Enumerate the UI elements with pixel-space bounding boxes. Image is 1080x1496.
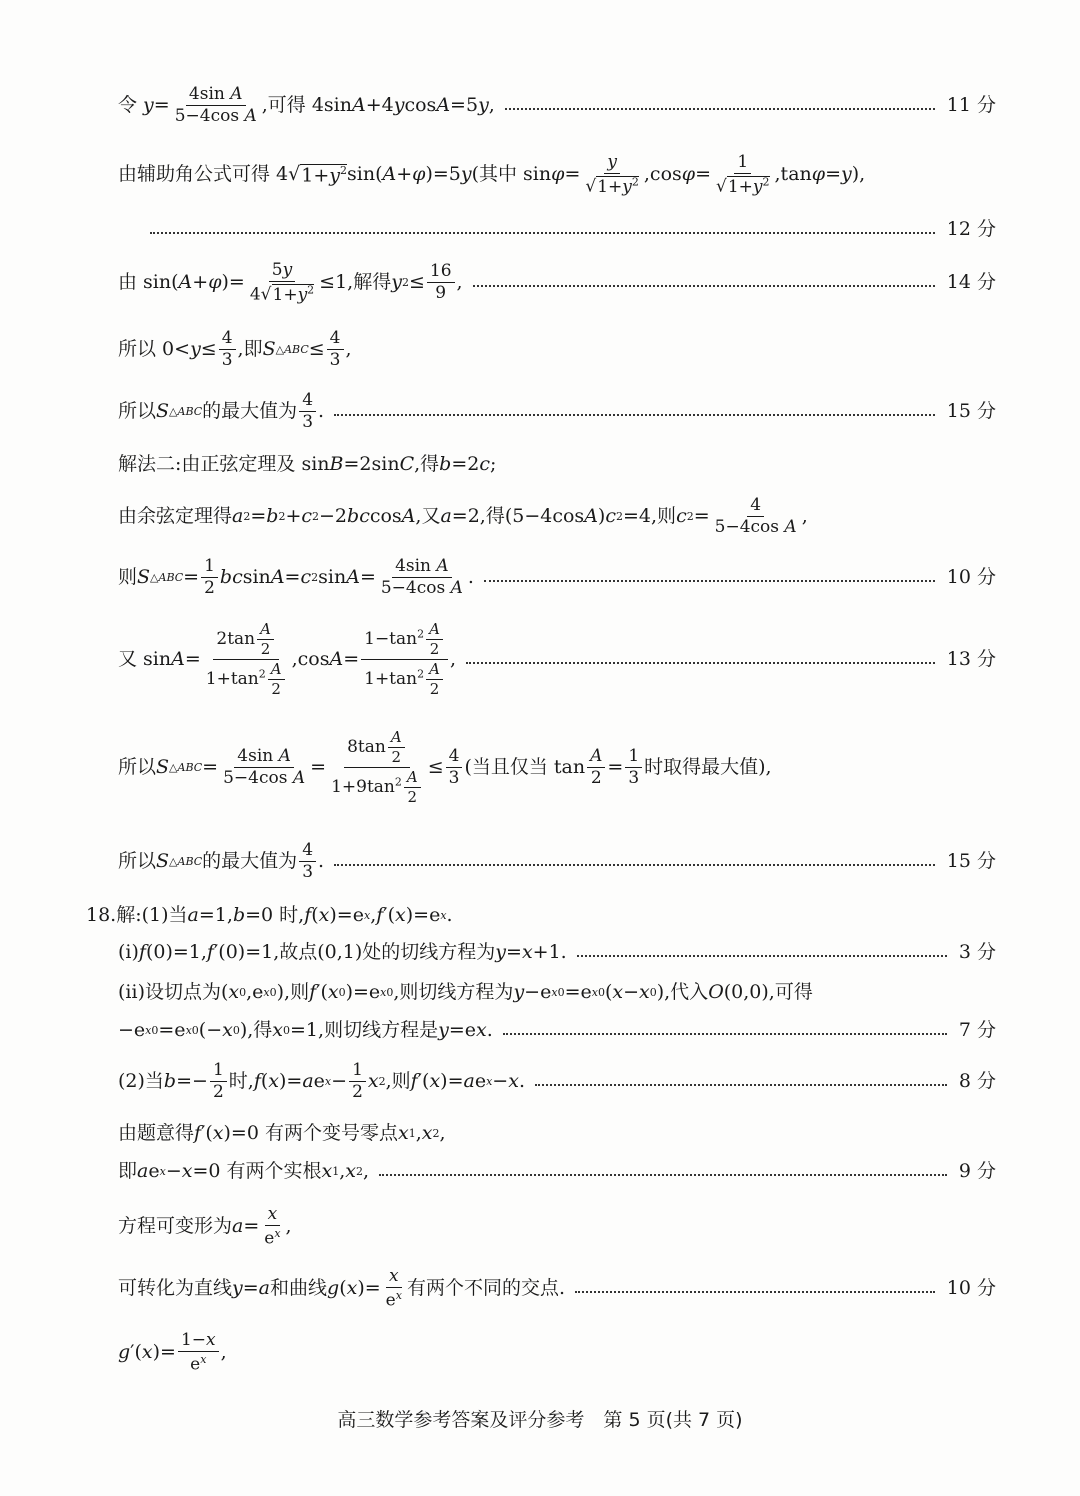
dot-leader: [334, 414, 935, 416]
solution-line: [118, 1268, 996, 1310]
solution-line: [118, 1162, 996, 1181]
solution-line: [118, 86, 996, 125]
score-label: 3 分: [958, 941, 996, 963]
formula-text: 所以 S △ABC 的最大值为 4 3 .: [118, 390, 325, 432]
formula-text: g ′( x )= 1−x $e^x$ ,: [118, 1330, 227, 1375]
solution-line: [118, 842, 996, 881]
solution-line: [150, 220, 996, 239]
formula-text: 方程可变形为 a = x $e^x$ ,: [118, 1204, 292, 1249]
solution-line: [118, 392, 996, 431]
solution-line: [118, 330, 996, 369]
solution-line: [118, 1124, 996, 1143]
dot-leader: [505, 108, 935, 110]
score-label: 12 分: [946, 218, 996, 240]
formula-text: 又 sin A = 2tan $\frac{A}{2}$ $1+\tan^2$ $\frac{A}{2}$ ,cos A = $1-\tan^2$ $\frac{A}{2}$ $1+\tan^2$ $\frac{A}{2}$ ,: [118, 620, 456, 698]
dot-leader: [379, 1174, 947, 1176]
solution-line: [118, 455, 996, 474]
solution-line: [118, 1332, 996, 1374]
formula-text: 即 a e x − x =0 有两个实根 x 1 , x 2 ,: [118, 1160, 370, 1182]
formula-text: 由余弦定理得 a 2 = b 2 + c 2 −2 bc cos A ,又 a =2,得(5−4cos A ) c 2 =4,则 c 2 = 4 5−4cos A ,: [118, 495, 808, 537]
solution-line: [118, 558, 996, 597]
dot-leader: [577, 955, 947, 957]
solution-line: [118, 983, 996, 1002]
solution-line: [118, 730, 996, 805]
formula-text: 令 y = 4sin A 5−4cos A ,可得 4sin A +4 y cos A =5 y ,: [118, 84, 495, 126]
formula-text: 由题意得 f ′( x )=0 有两个变号零点 x 1 , x 2 ,: [118, 1122, 446, 1144]
score-label: 14 分: [946, 271, 996, 294]
score-label: 7 分: [958, 1019, 996, 1041]
formula-text: 可转化为直线 y = a 和曲线 g ( x )= x $e^x$ 有两个不同的交点.: [118, 1266, 565, 1311]
solution-line: [118, 1062, 996, 1101]
formula-text: (2)当 b =− 1 2 时, f ( x )= a e x − 1 2 x 2 ,则 f ′( x )= a e x − x .: [118, 1060, 525, 1102]
dot-leader: [575, 1291, 935, 1293]
formula-text: (ⅰ) f (0)=1, f ′(0)=1,故点(0,1)处的切线方程为 y = x +1.: [118, 941, 567, 963]
score-label: 15 分: [946, 400, 996, 422]
dot-leader: [484, 580, 935, 582]
score-label: 8 分: [958, 1070, 996, 1092]
formula-text: 解法二:由正弦定理及 sin B =2sin C ,得 b =2 c ;: [118, 453, 497, 475]
formula-text: 18.解:(1)当 a =1, b =0 时, f ( x )=e x , f ′( x )=e x .: [86, 904, 453, 926]
formula-text: 所以 S △ABC 的最大值为 4 3 .: [118, 840, 325, 882]
score-label: 10 分: [946, 1277, 996, 1300]
solution-line: [118, 262, 996, 304]
formula-text: 由 sin( A + φ )= 5y $4√1+y^2$ ≤1,解得 y 2 ≤ 16 9 ,: [118, 260, 463, 305]
formula-text: −e x0 =e x0 (− x 0 ),得 x 0 =1,则切线方程是 y =e x .: [118, 1019, 493, 1041]
solution-line: [86, 906, 996, 925]
score-label: 10 分: [946, 566, 996, 588]
score-label: 11 分: [946, 94, 996, 116]
score-label: 9 分: [958, 1160, 996, 1182]
dot-leader: [334, 864, 935, 866]
solution-line: [118, 154, 996, 196]
dot-leader: [473, 285, 935, 287]
solution-line: [118, 622, 996, 697]
dot-leader: [150, 232, 935, 234]
solution-line: [118, 1021, 996, 1040]
score-label: 13 分: [946, 648, 996, 670]
formula-text: 所以 0< y ≤ 4 3 ,即 S △ABC ≤ 4 3 ,: [118, 328, 352, 370]
dot-leader: [535, 1084, 947, 1086]
score-label: 15 分: [946, 850, 996, 872]
solution-line: [118, 943, 996, 962]
solution-line: [118, 1206, 996, 1248]
formula-text: 则 S △ABC = 1 2 bc sin A = c 2 sin A = 4sin A 5−4cos A .: [118, 556, 474, 598]
formula-text: 由辅助角公式可得 4 √ $1+y^2$ sin( A + φ )=5 y (其中 sin φ = y $√1+y^2$ ,cos φ = 1 $√1+y^2$ ,tan φ = y ),: [118, 152, 866, 197]
page-footer: 高三数学参考答案及评分参考 第 5 页(共 7 页): [337, 1409, 743, 1431]
dot-leader: [466, 662, 935, 664]
formula-text: 所以 S △ABC = 4sin A 5−4cos A = 8tan $\frac{A}{2}$ $1+9\tan^2$ $\frac{A}{2}$ ≤ 4 3 (当且仅当 tan A 2 = 1 3 时取得最大值),: [118, 728, 772, 806]
dot-leader: [503, 1033, 947, 1035]
solution-line: [118, 497, 996, 536]
formula-text: (ⅱ)设切点为( x 0 ,e x0 ),则 f ′( x 0 )=e x0 ,则切线方程为 y −e x0 =e x0 ( x − x 0 ),代入 O (0,0),可得: [118, 981, 813, 1003]
